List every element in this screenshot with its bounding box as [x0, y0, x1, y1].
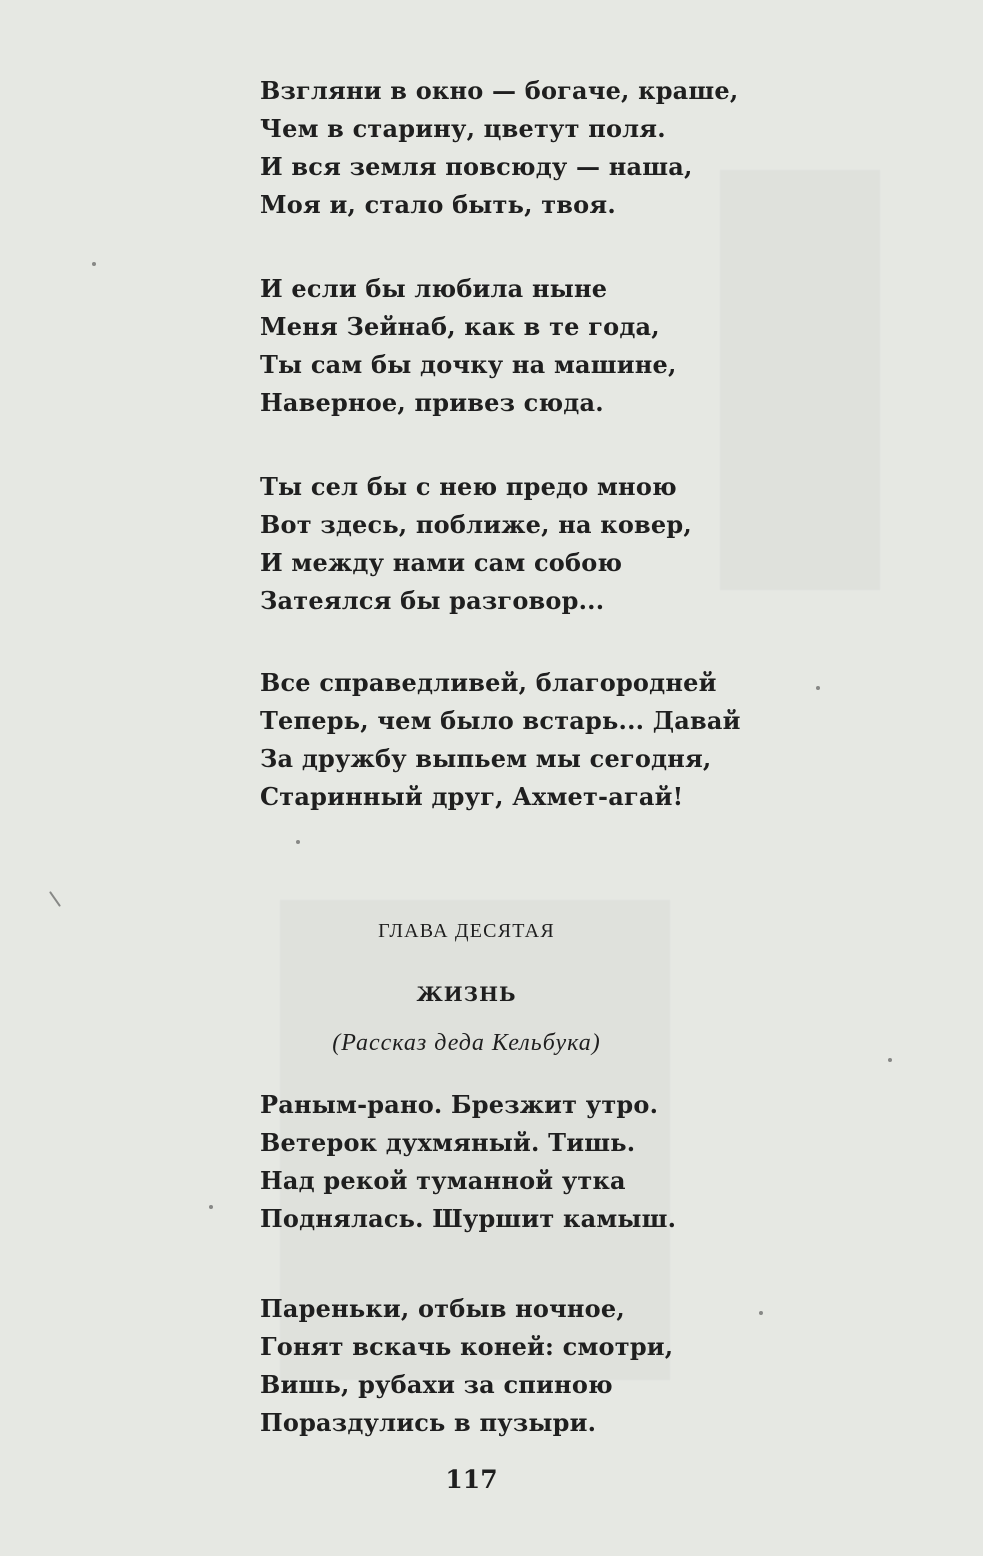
verse-line: Вишь, рубахи за спиною [260, 1370, 613, 1399]
stanza-1 [260, 72, 780, 224]
print-speck [296, 840, 300, 844]
verse-line: Над рекой туманной утка [260, 1166, 626, 1195]
verse-line: Гонят вскачь коней: смотри, [260, 1332, 674, 1361]
verse-line: Старинный друг, Ахмет-агай! [260, 782, 684, 811]
verse-line: Ветерок духмяный. Тишь. [260, 1128, 636, 1157]
verse-line: Взгляни в окно — богаче, краше, [260, 76, 739, 105]
stanza-2 [260, 270, 780, 422]
verse-line: Ты сел бы с нею предо мною [260, 472, 677, 501]
chapter-subtitle: ЖИЗНЬ [416, 982, 517, 1006]
print-speck [49, 891, 61, 907]
print-speck [209, 1205, 213, 1209]
verse-line: Моя и, стало быть, твоя. [260, 190, 616, 219]
verse-line: Наверное, привез сюда. [260, 388, 604, 417]
verse-line: Меня Зейнаб, как в те года, [260, 312, 660, 341]
stanza-4 [260, 664, 780, 816]
stanza-5 [260, 1086, 780, 1238]
stanza-3 [260, 468, 780, 620]
verse-line: Пареньки, отбыв ночное, [260, 1294, 625, 1323]
verse-line: Поднялась. Шуршит камыш. [260, 1204, 677, 1233]
print-speck [888, 1058, 892, 1062]
chapter-note: (Рассказ деда Кельбука) [332, 1030, 601, 1056]
verse-line: Затеялся бы разговор... [260, 586, 605, 615]
verse-line: И вся земля повсюду — наша, [260, 152, 693, 181]
verse-line: Ты сам бы дочку на машине, [260, 350, 677, 379]
print-speck [92, 262, 96, 266]
verse-line: И между нами сам собою [260, 548, 623, 577]
verse-line: Теперь, чем было встарь... Давай [260, 706, 741, 735]
verse-line: За дружбу выпьем мы сегодня, [260, 744, 712, 773]
verse-line: Чем в старину, цветут поля. [260, 114, 666, 143]
print-speck [759, 1311, 763, 1315]
verse-line: Раным-рано. Брезжит утро. [260, 1090, 659, 1119]
verse-line: Вот здесь, поближе, на ковер, [260, 510, 692, 539]
stanza-6 [260, 1290, 780, 1442]
verse-line: Все справедливей, благородней [260, 668, 717, 697]
verse-line: И если бы любила ныне [260, 274, 608, 303]
chapter-title: ГЛАВА ДЕСЯТАЯ [378, 920, 555, 942]
page-number: 117 [445, 1465, 498, 1494]
verse-line: Пораздулись в пузыри. [260, 1408, 597, 1437]
print-speck [816, 686, 820, 690]
